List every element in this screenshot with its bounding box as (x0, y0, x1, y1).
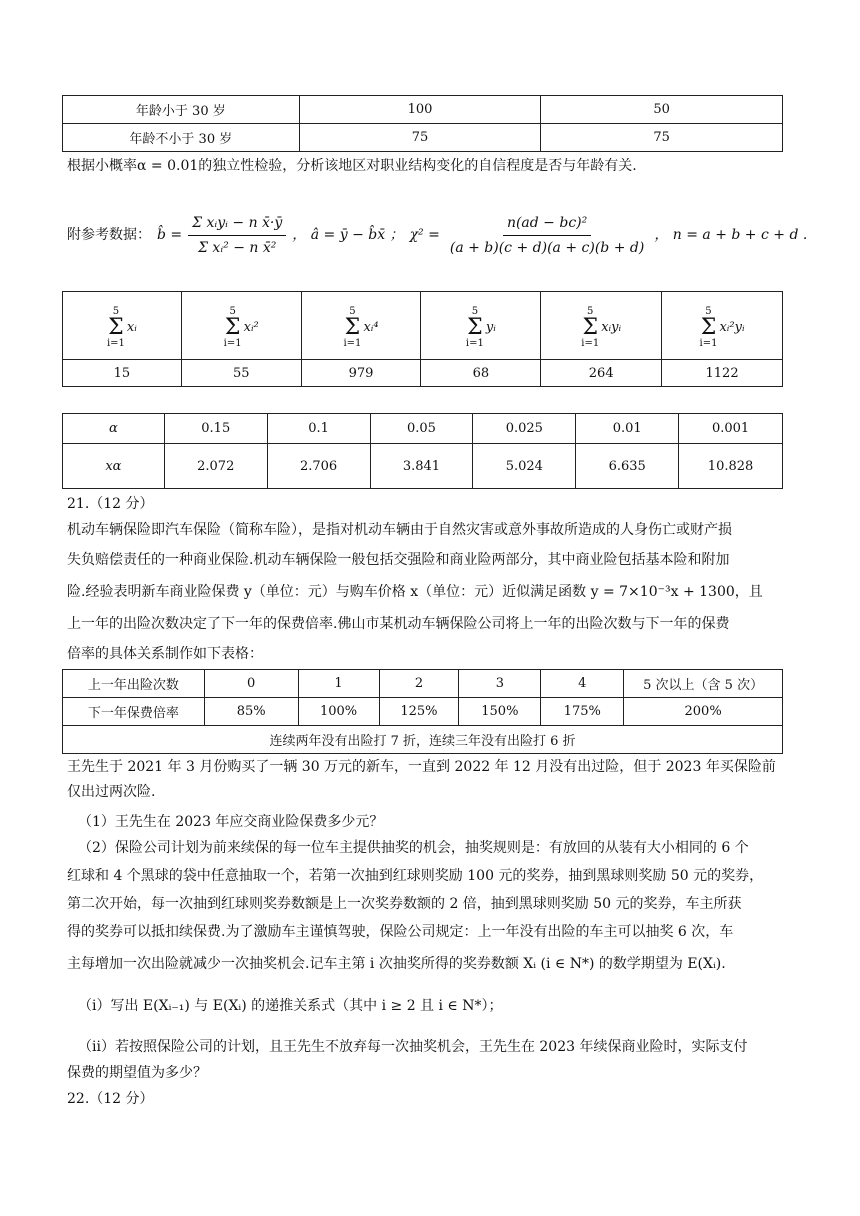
sum-upper: 5 (229, 305, 236, 317)
sum-lower: i=1 (699, 337, 718, 349)
table-row (63, 698, 783, 726)
b-denominator: Σ xᵢ² − n x̄² (198, 239, 277, 256)
alpha-value: 0.01 (576, 414, 679, 444)
chi-fraction (446, 213, 648, 258)
rate-value: 85% (204, 698, 298, 726)
alpha-value: 0.001 (679, 414, 783, 444)
q21-paragraph: 机动车辆保险即汽车保险（简称车险），是指对机动车辆由于自然灾害或意外事故所造成的人身伤亡或财产损 (67, 522, 732, 538)
body-text: 得的奖券可以抵扣续保费.为了激励车主谨慎驾驶，保险公司规定：上一年没有出险的车主可以抽奖 6 次，车 (67, 924, 734, 940)
sum-value: 15 (63, 360, 182, 387)
table-row (63, 444, 783, 489)
rate-value: 150% (459, 698, 541, 726)
claims-count: 3 (459, 670, 541, 698)
body-text: 第二次开始，每一次抽到红球则奖券数额是上一次奖券数额的 2 倍，抽到黑球则奖励 50 元的奖券，车主所获 (67, 896, 742, 912)
discount-note: 连续两年没有出险打 7 折，连续三年没有出险打 6 折 (63, 726, 783, 754)
body-text: 王先生于 2021 年 3 月份购买了一辆 30 万元的新车，一直到 2022 年 12 月没有出过险，但于 2023 年买保险前 (67, 759, 776, 775)
table-row (63, 670, 783, 698)
table-row (63, 292, 783, 360)
alpha-value: 0.1 (267, 414, 370, 444)
x-alpha-value: 2.706 (267, 444, 370, 489)
x-alpha-value: 3.841 (370, 444, 473, 489)
chi-symbol: χ² = (409, 227, 440, 243)
x-alpha-label: xα (63, 444, 165, 489)
question-21-title: 21.（12 分） (67, 496, 154, 512)
sum-value: 979 (301, 360, 421, 387)
sum-upper: 5 (705, 305, 712, 317)
rate-header: 下一年保费倍率 (63, 698, 205, 726)
sub-question-ii: （ii）若按照保险公司的计划，且王先生不放弃每一次抽奖机会，王先生在 2023 年续保商业险时，实际支付 (78, 1039, 748, 1055)
alpha-table (62, 413, 783, 489)
ref-label: 附参考数据： (67, 227, 151, 243)
x-alpha-value: 2.072 (164, 444, 267, 489)
sum-value: 264 (541, 360, 662, 387)
count-cell: 50 (541, 96, 783, 124)
claims-count: 2 (379, 670, 459, 698)
table-row (63, 726, 783, 754)
b-hat-fraction (188, 213, 286, 258)
sum-term: xᵢ²yᵢ (719, 320, 745, 335)
q21-paragraph: 失负赔偿责任的一种商业保险.机动车辆保险一般包括交强险和商业险两部分，其中商业险包括基本险和附加 (67, 552, 730, 568)
table-row (63, 360, 783, 387)
claims-count: 1 (298, 670, 379, 698)
age-cell: 年龄不小于 30 岁 (63, 124, 300, 152)
sum-header: 5 Σ i=1 xᵢ (106, 305, 137, 349)
q21-paragraph: 险.经验表明新车商业险保费 y（单位：元）与购车价格 x（单位：元）近似满足函数 y = 7×10⁻³x + 1300，且 (67, 584, 763, 600)
body-text: 红球和 4 个黑球的袋中任意抽取一个，若第一次抽到红球则奖励 100 元的奖券，抽到黑球则奖励 50 元的奖券， (67, 868, 764, 884)
age-cell: 年龄小于 30 岁 (63, 96, 300, 124)
question-22-title: 22.（12 分） (67, 1091, 154, 1107)
reference-formulas (67, 190, 807, 280)
sum-lower: i=1 (343, 337, 362, 349)
sum-value: 68 (421, 360, 541, 387)
q21-paragraph: 上一年的出险次数决定了下一年的保费倍率.佛山市某机动车辆保险公司将上一年的出险次数与下一年的保费 (67, 616, 730, 632)
chi-denominator: (a + b)(c + d)(a + c)(b + d) (449, 239, 645, 256)
sum-term: xᵢ² (243, 320, 259, 335)
a-hat-formula: ， â = ȳ − b̂x̄ ； (292, 227, 404, 243)
sum-upper: 5 (471, 305, 479, 317)
sum-upper: 5 (587, 305, 594, 317)
sum-term: xᵢ⁴ (363, 320, 379, 335)
sub-question-i: （i）写出 E(Xᵢ₋₁) 与 E(Xᵢ) 的递推关系式（其中 i ≥ 2 且 i ∈ N*）； (78, 998, 503, 1014)
claims-count: 4 (541, 670, 624, 698)
table-row (63, 96, 783, 124)
sum-header: 5 Σ i=1 xᵢyᵢ (581, 305, 622, 349)
n-definition: ， n = a + b + c + d . (654, 227, 808, 243)
claims-count: 0 (204, 670, 298, 698)
sub-question-1: （1）王先生在 2023 年应交商业险保费多少元？ (78, 814, 384, 830)
body-text: 仅出过两次险. (67, 784, 156, 800)
sum-lower: i=1 (223, 337, 242, 349)
x-alpha-value: 10.828 (679, 444, 783, 489)
claims-header: 上一年出险次数 (63, 670, 205, 698)
q21-paragraph: 倍率的具体关系制作如下表格： (67, 646, 263, 662)
sum-term: xᵢ (126, 320, 137, 335)
rate-value: 200% (624, 698, 783, 726)
table-row (63, 124, 783, 152)
sum-value: 1122 (662, 360, 783, 387)
sum-upper: 5 (349, 305, 356, 317)
body-text: 保费的期望值为多少？ (67, 1065, 207, 1081)
sum-lower: i=1 (581, 337, 600, 349)
rate-value: 125% (379, 698, 459, 726)
sum-header: 5 Σ i=1 xᵢ² (223, 305, 259, 349)
alpha-label: α (63, 414, 165, 444)
sum-header: 5 Σ i=1 xᵢ²yᵢ (699, 305, 745, 349)
body-text: 主每增加一次出险就减少一次抽奖机会.记车主第 i 次抽奖所得的奖券数额 Xᵢ (i ∈ N*) 的数学期望为 E(Xᵢ). (67, 956, 726, 972)
alpha-value: 0.025 (473, 414, 576, 444)
b-numerator: Σ xᵢyᵢ − n x̄·ȳ (188, 213, 286, 236)
rate-value: 175% (541, 698, 624, 726)
sum-lower: i=1 (465, 337, 484, 349)
independence-test-text: 根据小概率α = 0.01的独立性检验，分析该地区对职业结构变化的自信程度是否与年龄有关. (67, 158, 637, 174)
sum-upper: 5 (112, 305, 120, 317)
chi-numerator: n(ad − bc)² (503, 213, 591, 236)
age-table (62, 95, 783, 152)
sum-term: yᵢ (485, 320, 496, 335)
count-cell: 75 (541, 124, 783, 152)
alpha-value: 0.15 (164, 414, 267, 444)
table-row (63, 414, 783, 444)
sum-header: 5 Σ i=1 yᵢ (465, 305, 496, 349)
premium-rate-table (62, 669, 783, 754)
rate-value: 100% (298, 698, 379, 726)
sum-term: xᵢyᵢ (601, 320, 622, 335)
sub-question-2: （2）保险公司计划为前来续保的每一位车主提供抽奖的机会，抽奖规则是：有放回的从装有大小相同的 6 个 (78, 840, 749, 856)
count-cell: 75 (299, 124, 541, 152)
b-hat-symbol: b̂ = (157, 227, 183, 243)
sum-value: 55 (181, 360, 301, 387)
alpha-value: 0.05 (370, 414, 473, 444)
x-alpha-value: 5.024 (473, 444, 576, 489)
sum-header: 5 Σ i=1 xᵢ⁴ (343, 305, 379, 349)
x-alpha-value: 6.635 (576, 444, 679, 489)
claims-count: 5 次以上（含 5 次） (624, 670, 783, 698)
sums-table (62, 291, 783, 387)
sum-lower: i=1 (106, 337, 125, 349)
count-cell: 100 (299, 96, 541, 124)
